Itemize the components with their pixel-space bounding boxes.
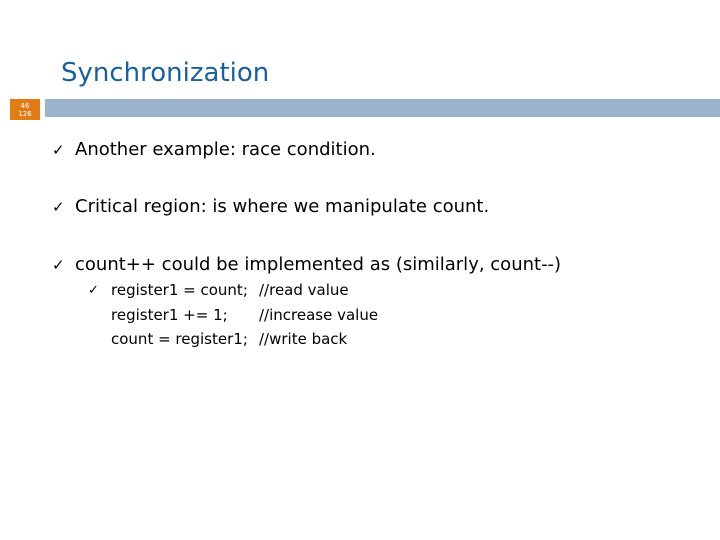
code-statement: register1 += 1; [111,305,228,324]
code-comment: //increase value [259,305,379,324]
code-statement: register1 = count; [111,281,248,299]
bullet-text: Another example: race condition. [75,139,376,160]
code-line [111,282,411,307]
checkmark-icon: ✓ [52,256,65,274]
bullet-text: count++ could be implemented as (similarly, count--) [75,254,562,275]
bullet-text: Critical region: is where we manipulate count. [75,196,490,217]
checkmark-icon: ✓ [52,141,65,159]
checkmark-icon: ✓ [88,283,99,298]
slide-title: Synchronization [61,58,270,88]
code-block [111,282,411,356]
checkmark-icon: ✓ [52,198,65,216]
title-underline-bar [45,99,720,117]
slide-number-badge [10,99,40,120]
slide-number-total: 126 [18,109,32,118]
code-line [111,331,411,356]
code-statement: count = register1; [111,330,248,348]
code-comment: //read value [259,281,349,299]
slide-number-current: 46 [20,101,30,110]
code-line [111,307,411,332]
code-comment: //write back [259,330,348,348]
